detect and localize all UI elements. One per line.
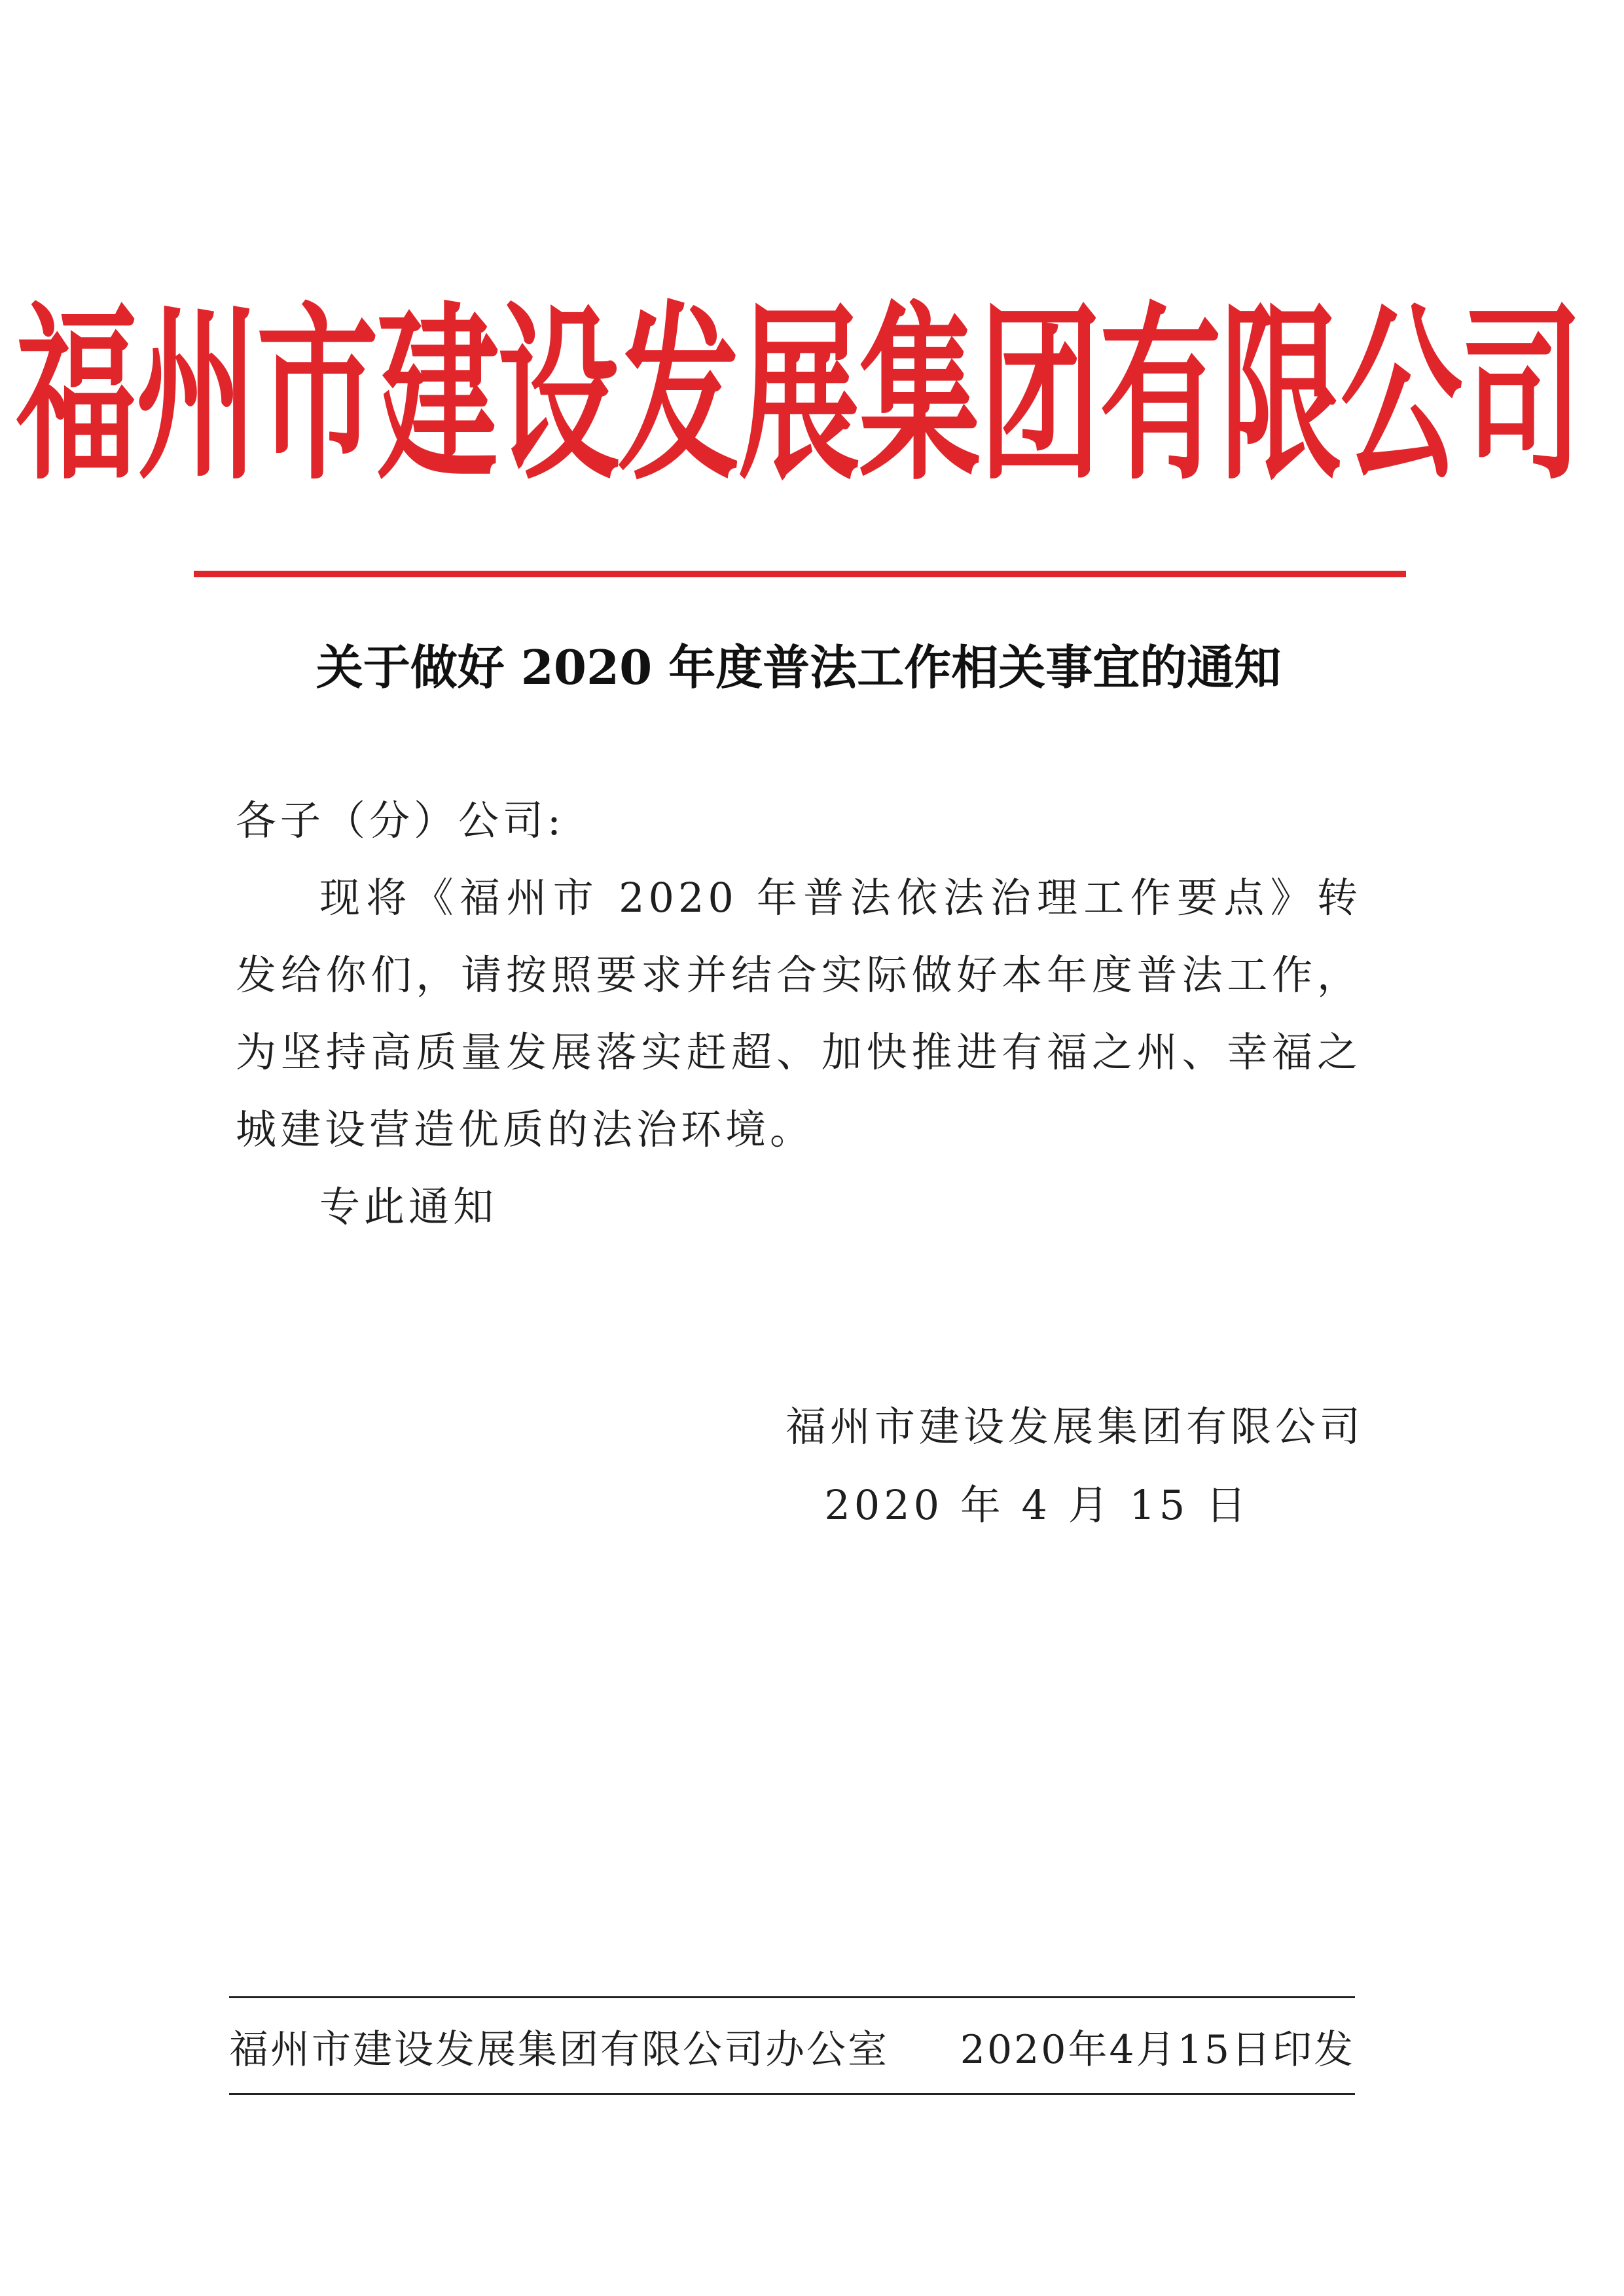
footer-bottom-rule (229, 2093, 1355, 2095)
masthead-red-rule (194, 571, 1406, 577)
document-title: 关于做好 2020 年度普法工作相关事宜的通知 (316, 639, 1282, 695)
footer-issue-date: 2020年4月15日印发 (960, 2027, 1355, 2073)
document-body (236, 782, 1362, 1246)
footer-top-rule (229, 1996, 1355, 1998)
body-paragraph: 现将《福州市 2020 年普法依法治理工作要点》转发给你们，请按照要求并结合实际做好本年度普法工作，为坚持高质量发展落实赶超、加快推进有福之州、幸福之城建设营造优质的法治环境。 (236, 874, 1362, 1153)
masthead-title: 福州市建设发展集团有限公司 (16, 285, 1582, 506)
footer (229, 2008, 1355, 2085)
closing-line: 专此通知 (319, 1183, 498, 1230)
signature-block (785, 1388, 1365, 1545)
signature-date: 2020 年 4 月 15 日 (824, 1481, 1250, 1529)
addressee: 各子（分）公司: (236, 797, 565, 844)
signature-org: 福州市建设发展集团有限公司 (785, 1403, 1365, 1450)
footer-issuer: 福州市建设发展集团有限公司办公室 (229, 2027, 889, 2073)
